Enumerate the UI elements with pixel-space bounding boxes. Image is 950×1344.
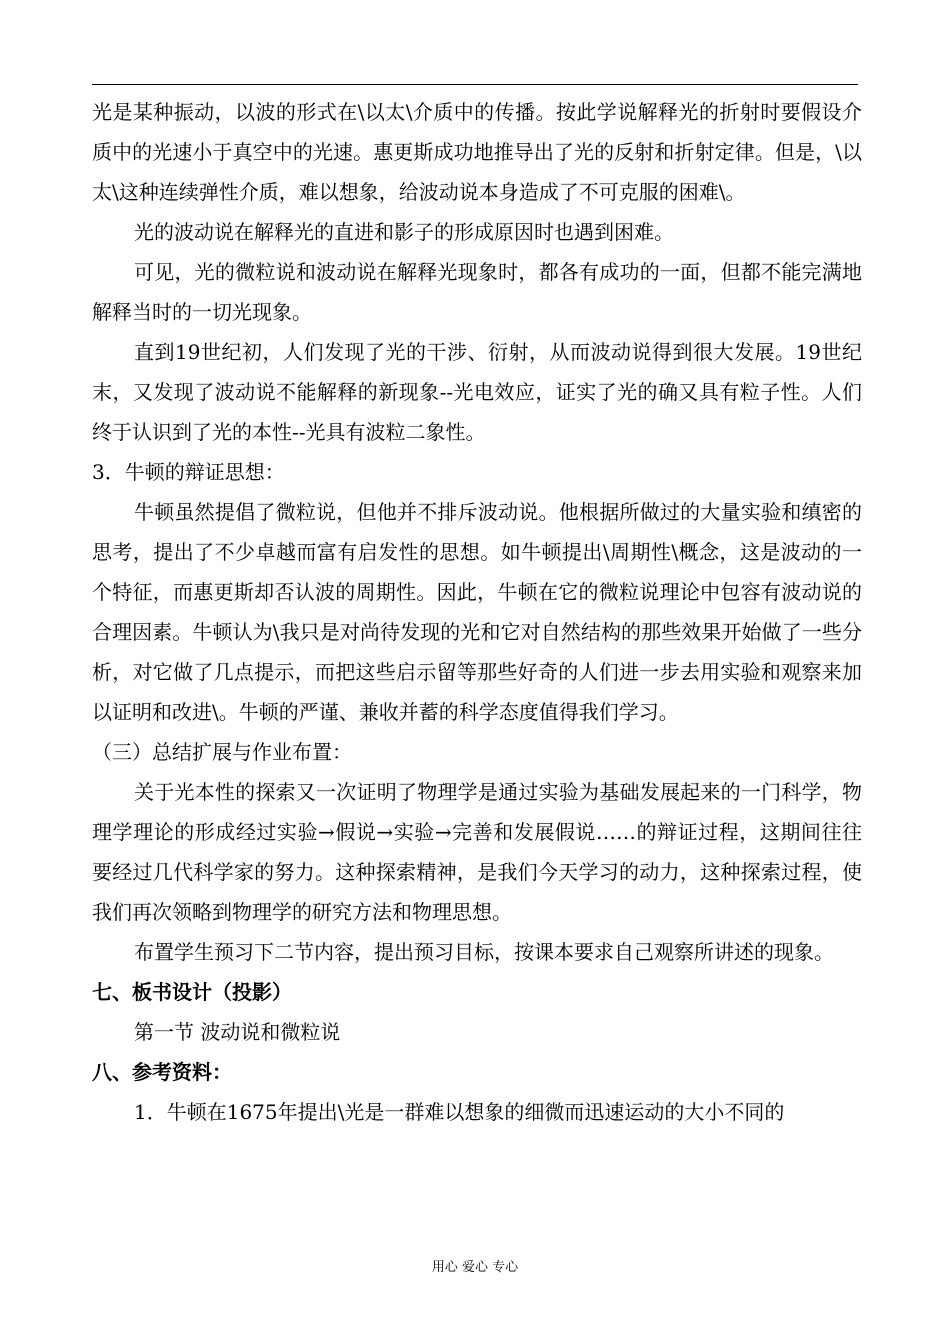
heading-board-design: 七、板书设计（投影） — [92, 980, 292, 1004]
paragraph-wave-difficulty: 光的波动说在解释光的直进和影子的形成原因时也遇到困难。 — [134, 220, 674, 244]
paragraph-wave-theory: 光是某种振动，以波的形式在\以太\介质中的传播。按此学说解释光的折射时要假设介质中的光速小于真空中的光速。惠更斯成功地推导出了光的反射和折射定律。但是，\以太\这种连续弹性介质，难以想象，给波动说本身造成了不可克服的困难\。 — [92, 100, 862, 204]
page-footer: 用心 爱心 专心 — [431, 1260, 519, 1275]
paragraph-homework: 布置学生预习下二节内容，提出预习目标，按课本要求自己观察所讲述的现象。 — [134, 940, 834, 964]
document-body — [92, 92, 862, 1132]
section-newton-dialectics: 3．牛顿的辩证思想： — [92, 460, 285, 484]
paragraph-section-title: 第一节 波动说和微粒说 — [134, 1020, 341, 1044]
heading-references: 八、参考资料： — [92, 1060, 232, 1084]
paragraph-comparison: 可见，光的微粒说和波动说在解释光现象时，都各有成功的一面，但都不能完满地解释当时的一切光现象。 — [92, 260, 862, 324]
header-rule — [92, 84, 858, 85]
paragraph-exploration: 关于光本性的探索又一次证明了物理学是通过实验为基础发展起来的一门科学，物理学理论的形成经过实验→假说→实验→完善和发展假说……的辩证过程，这期间往往要经过几代科学家的努力。这种探索精神，是我们今天学习的动力，这种探索过程，使我们再次领略到物理学的研究方法和物理思想。 — [92, 780, 862, 924]
section-summary: （三）总结扩展与作业布置： — [92, 740, 352, 764]
reference-item-1: 1．牛顿在1675年提出\光是一群难以想象的细微而迅速运动的大小不同的 — [134, 1100, 785, 1124]
paragraph-19th-century: 直到19世纪初，人们发现了光的干涉、衍射，从而波动说得到很大发展。19世纪末，又发现了波动说不能解释的新现象--光电效应，证实了光的确又具有粒子性。人们终于认识到了光的本性--光具有波粒二象性。 — [92, 340, 862, 444]
paragraph-newton: 牛顿虽然提倡了微粒说，但他并不排斥波动说。他根据所做过的大量实验和缜密的思考，提出了不少卓越而富有启发性的思想。如牛顿提出\周期性\概念，这是波动的一个特征，而惠更斯却否认波的周期性。因此，牛顿在它的微粒说理论中包容有波动说的合理因素。牛顿认为\我只是对尚待发现的光和它对自然结构的那些效果开始做了一些分析，对它做了几点提示，而把这些启示留等那些好奇的人们进一步去用实验和观察来加以证明和改进\。牛顿的严谨、兼收并蓄的科学态度值得我们学习。 — [92, 500, 862, 724]
